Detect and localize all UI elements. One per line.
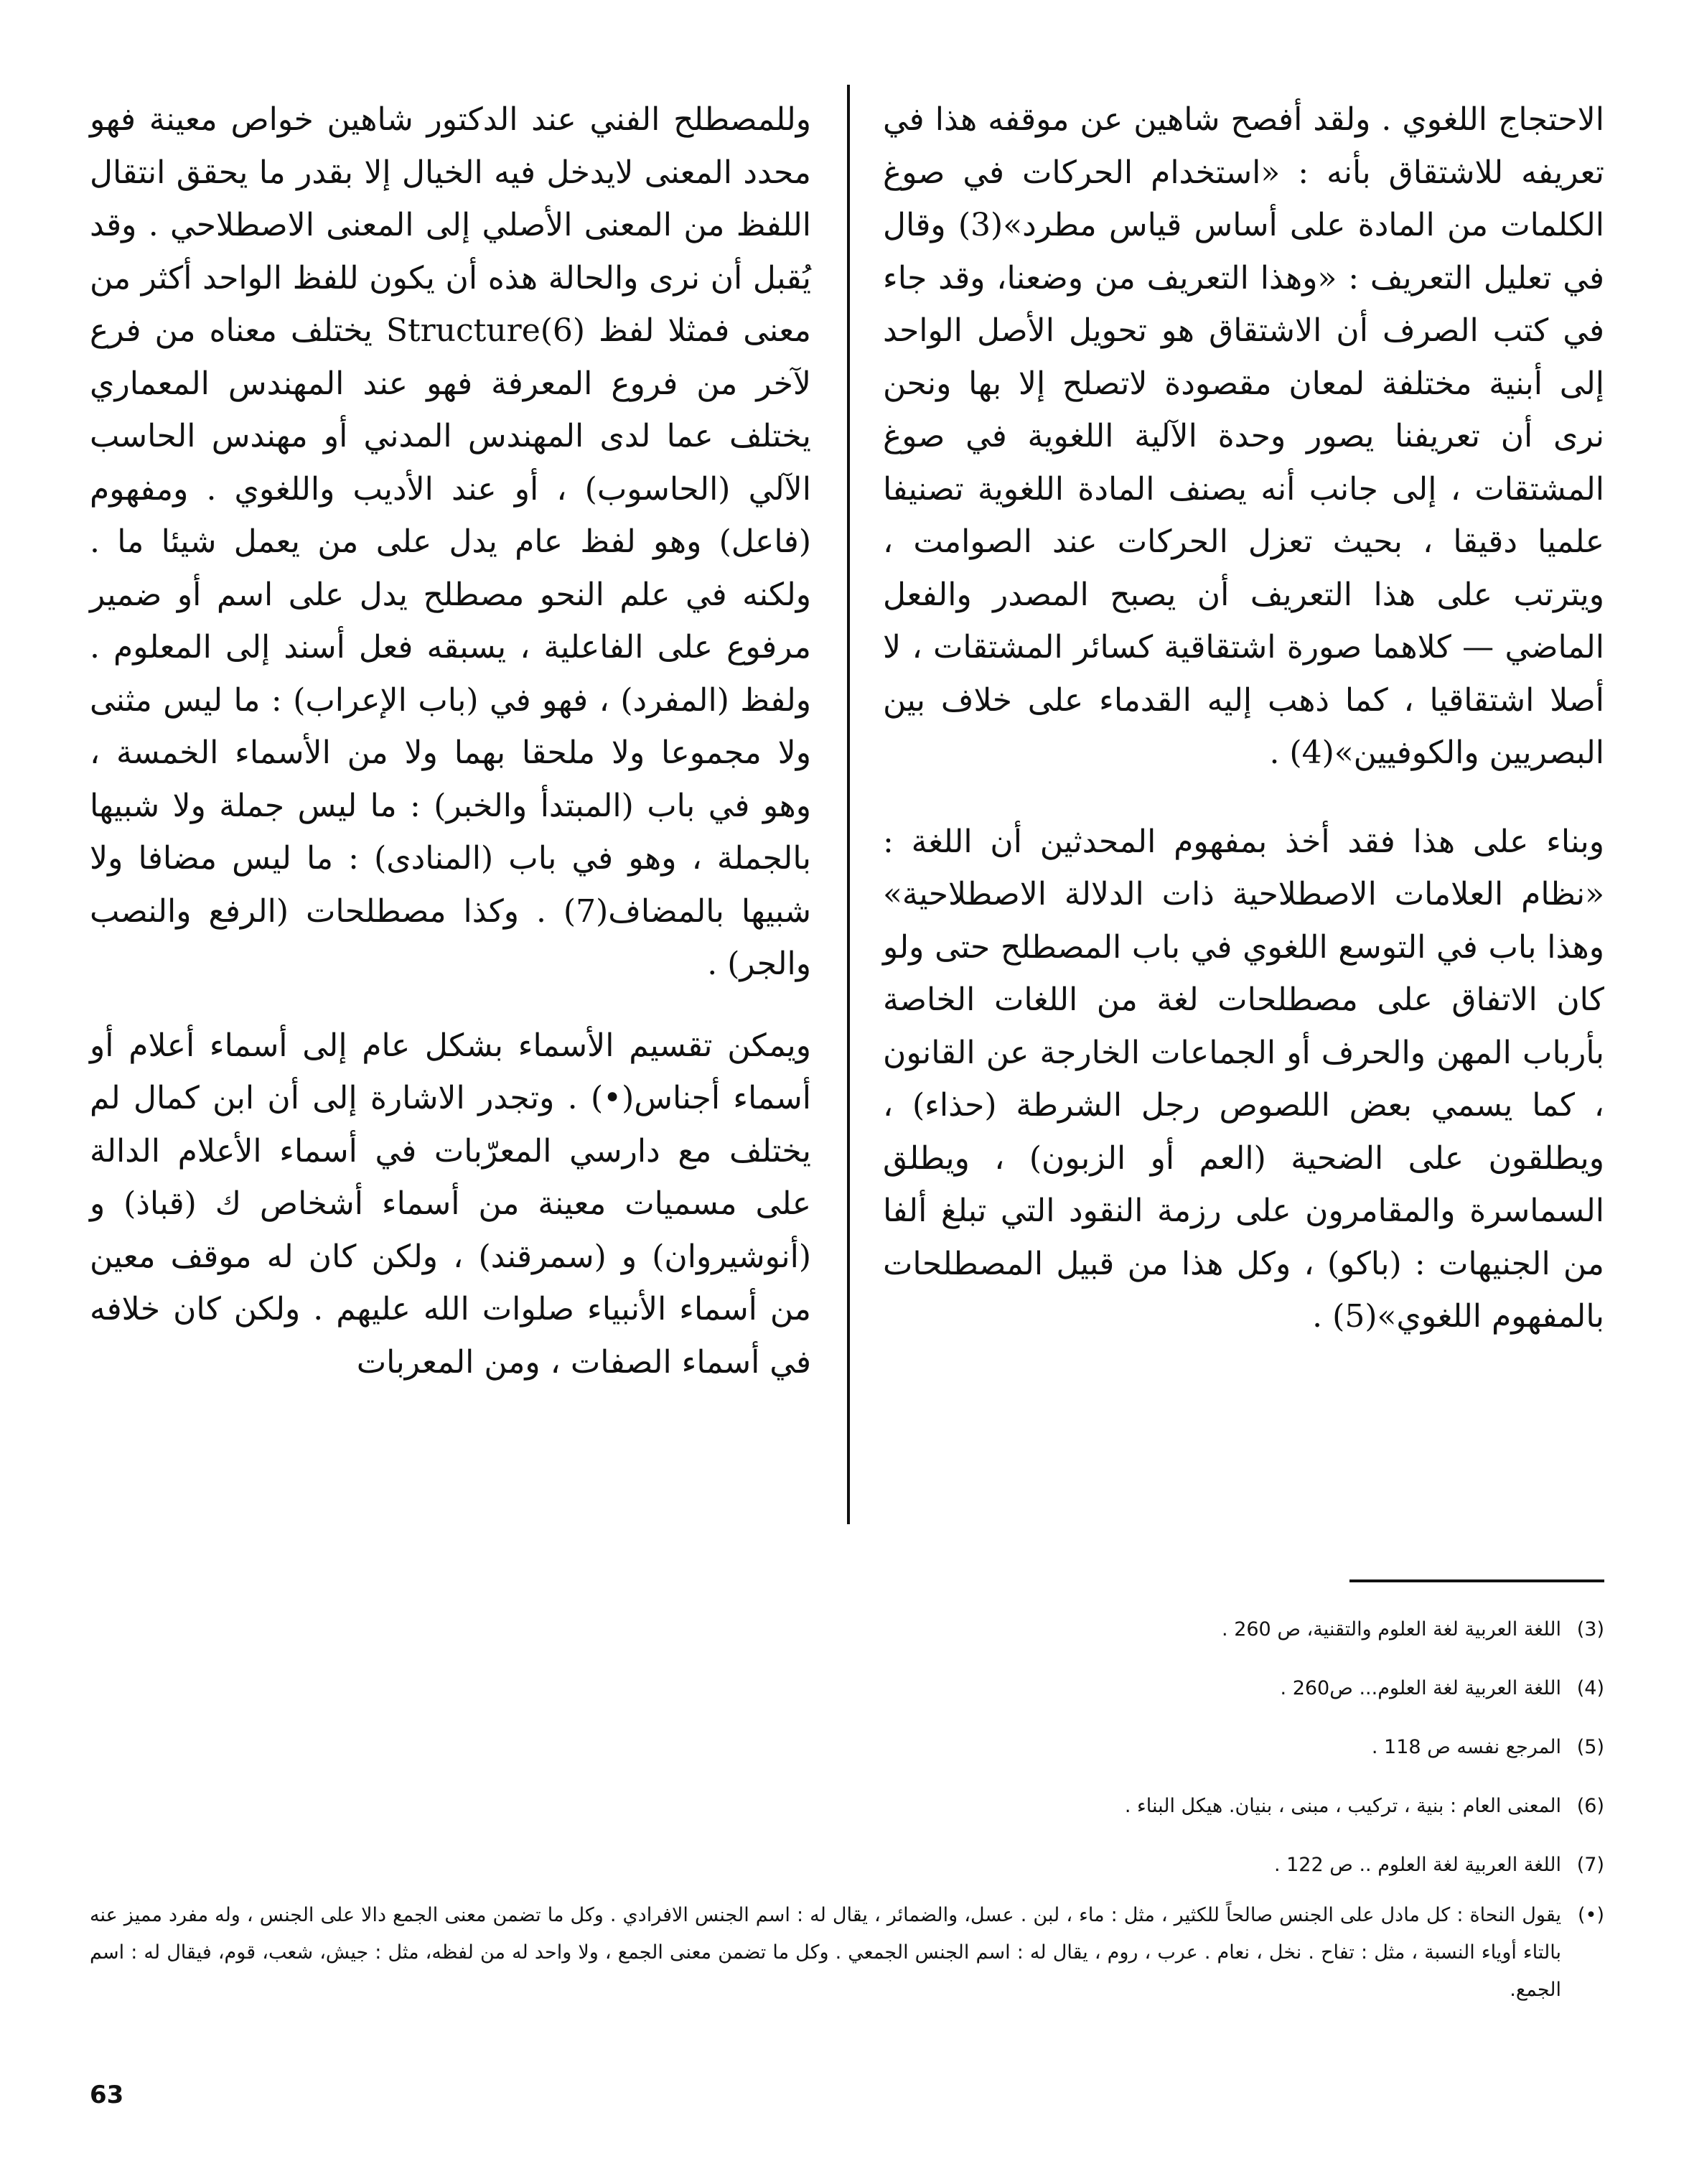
footnote bbox=[90, 1776, 1604, 1835]
footnote-rule bbox=[1349, 1579, 1604, 1582]
right-column bbox=[883, 93, 1604, 1343]
left-paragraph-2: ويمكن تقسيم الأسماء بشكل عام إلى أسماء أعلام أو أسماء أجناس(•) . وتجدر الاشارة إلى أن ابن كمال لم يختلف مع دارسي المعرّبات في أسماء الأعلام الدالة على مسميات معينة من أسماء أشخاص ك (قباذ) و (أنوشيروان) و (سمرقند) ، ولكن كان له موقف معين من أسماء الأنبياء صلوات الله عليهم . ولكن كان خلافه في أسماء الصفات ، ومن المعربات bbox=[90, 1027, 811, 1381]
footnote bbox=[90, 1717, 1604, 1776]
footnote bbox=[90, 1897, 1604, 2009]
right-paragraph-2: وبناء على هذا فقد أخذ بمفهوم المحدثين أن اللغة : «نظام العلامات الاصطلاحية ذات الدلالة الاصطلاحية» وهذا باب في التوسع اللغوي في باب المصطلح حتى ولو كان الاتفاق على مصطلحات لغة من اللغات الخاصة بأرباب المهن والحرف أو الجماعات الخارجة عن القانون ، كما يسمي بعض اللصوص رجل الشرطة (حذاء) ، ويطلقون على الضحية (العم أو الزبون) ، ويطلق السماسرة والمقامرون على رزمة النقود التي تبلغ ألفا من الجنيهات : (باكو) ، وكل هذا من قبيل المصطلحات بالمفهوم اللغوي»(5) . bbox=[883, 823, 1604, 1335]
footnote-text: اللغة العربية لغة العلوم والتقنية، ص 260 . bbox=[1222, 1618, 1561, 1641]
footnote-text: اللغة العربية لغة العلوم .. ص 122 . bbox=[1273, 1853, 1561, 1876]
footnote bbox=[90, 1835, 1604, 1894]
footnote-text: اللغة العربية لغة العلوم... ص260 . bbox=[1280, 1676, 1561, 1699]
footnote-number: (5) bbox=[1576, 1735, 1604, 1758]
left-paragraph-1: وللمصطلح الفني عند الدكتور شاهين خواص معينة فهو محدد المعنى لايدخل فيه الخيال إلا بقدر ما يحقق انتقال اللفظ من المعنى الأصلي إلى المعنى الاصطلاحي . وقد يُقبل أن نرى والحالة هذه أن يكون للفظ الواحد أكثر من معنى فمثلا لفظ Structure(6) يختلف معناه من فرع لآخر من فروع المعرفة فهو عند المهندس المعماري يختلف عما لدى المهندس المدني أو مهندس الحاسب الآلي (الحاسوب) ، أو عند الأديب واللغوي . ومفهوم (فاعل) وهو لفظ عام يدل على من يعمل شيئا ما . ولكنه في علم النحو مصطلح يدل على اسم أو ضمير مرفوع على الفاعلية ، يسبقه فعل أسند إلى المعلوم . ولفظ (المفرد) ، فهو في (باب الإعراب) : ما ليس مثنى ولا مجموعا ولا ملحقا بهما ولا من الأسماء الخمسة ، وهو في باب (المبتدأ والخبر) : ما ليس جملة ولا شبيها بالجملة ، وهو في باب (المنادى) : ما ليس مضافا ولا شبيها بالمضاف(7) . وكذا مصطلحات (الرفع والنصب والجر) . bbox=[90, 101, 811, 982]
footnote-number: (7) bbox=[1576, 1853, 1604, 1876]
footnotes bbox=[90, 1600, 1604, 2009]
footnote-text: المعنى العام : بنية ، تركيب ، مبنى ، بنيان. هيكل البناء . bbox=[1124, 1794, 1561, 1817]
footnote bbox=[90, 1600, 1604, 1658]
footnote bbox=[90, 1658, 1604, 1717]
left-column bbox=[90, 93, 811, 1389]
footnote-text: المرجع نفسه ص 118 . bbox=[1371, 1735, 1561, 1758]
footnote-number: (6) bbox=[1576, 1794, 1604, 1817]
page-number: 63 bbox=[90, 2081, 124, 2109]
right-paragraph-1: الاحتجاج اللغوي . ولقد أفصح شاهين عن موقفه هذا في تعريفه للاشتقاق بأنه : «استخدام الحركات في صوغ الكلمات من المادة على أساس قياس مطرد»(3) وقال في تعليل التعريف : «وهذا التعريف من وضعنا، وقد جاء في كتب الصرف أن الاشتقاق هو تحويل الأصل الواحد إلى أبنية مختلفة لمعان مقصودة لاتصلح إلا بها ونحن نرى أن تعريفنا يصور وحدة الآلية اللغوية في صوغ المشتقات ، إلى جانب أنه يصنف المادة اللغوية تصنيفا علميا دقيقا ، بحيث تعزل الحركات عند الصوامت ، ويترتب على هذا التعريف أن يصبح المصدر والفعل الماضي — كلاهما صورة اشتقاقية كسائر المشتقات ، لا أصلا اشتقاقيا ، كما ذهب إليه القدماء على خلاف بين البصريين والكوفيين»(4) . bbox=[883, 101, 1604, 771]
footnote-number: (•) bbox=[1578, 1904, 1604, 1926]
column-divider bbox=[847, 85, 850, 1524]
footnote-number: (3) bbox=[1576, 1618, 1604, 1641]
footnote-text: يقول النحاة : كل مادل على الجنس صالحاً للكثير ، مثل : ماء ، لبن . عسل، والضمائر ، يقال له : اسم الجنس الافرادي . وكل ما تضمن معنى الجمع دالا على الجنس ، وله مفرد مميز عنه بالتاء أوياء النسبة ، مثل : تفاح . نخل ، نعام . عرب ، روم ، يقال له : اسم الجنس الجمعي . وكل ما تضمن معنى الجمع ، ولا واحد له من لفظه، مثل : جيش، شعب، قوم، فيقال له : اسم الجمع. bbox=[90, 1904, 1561, 2001]
footnote-number: (4) bbox=[1576, 1676, 1604, 1699]
